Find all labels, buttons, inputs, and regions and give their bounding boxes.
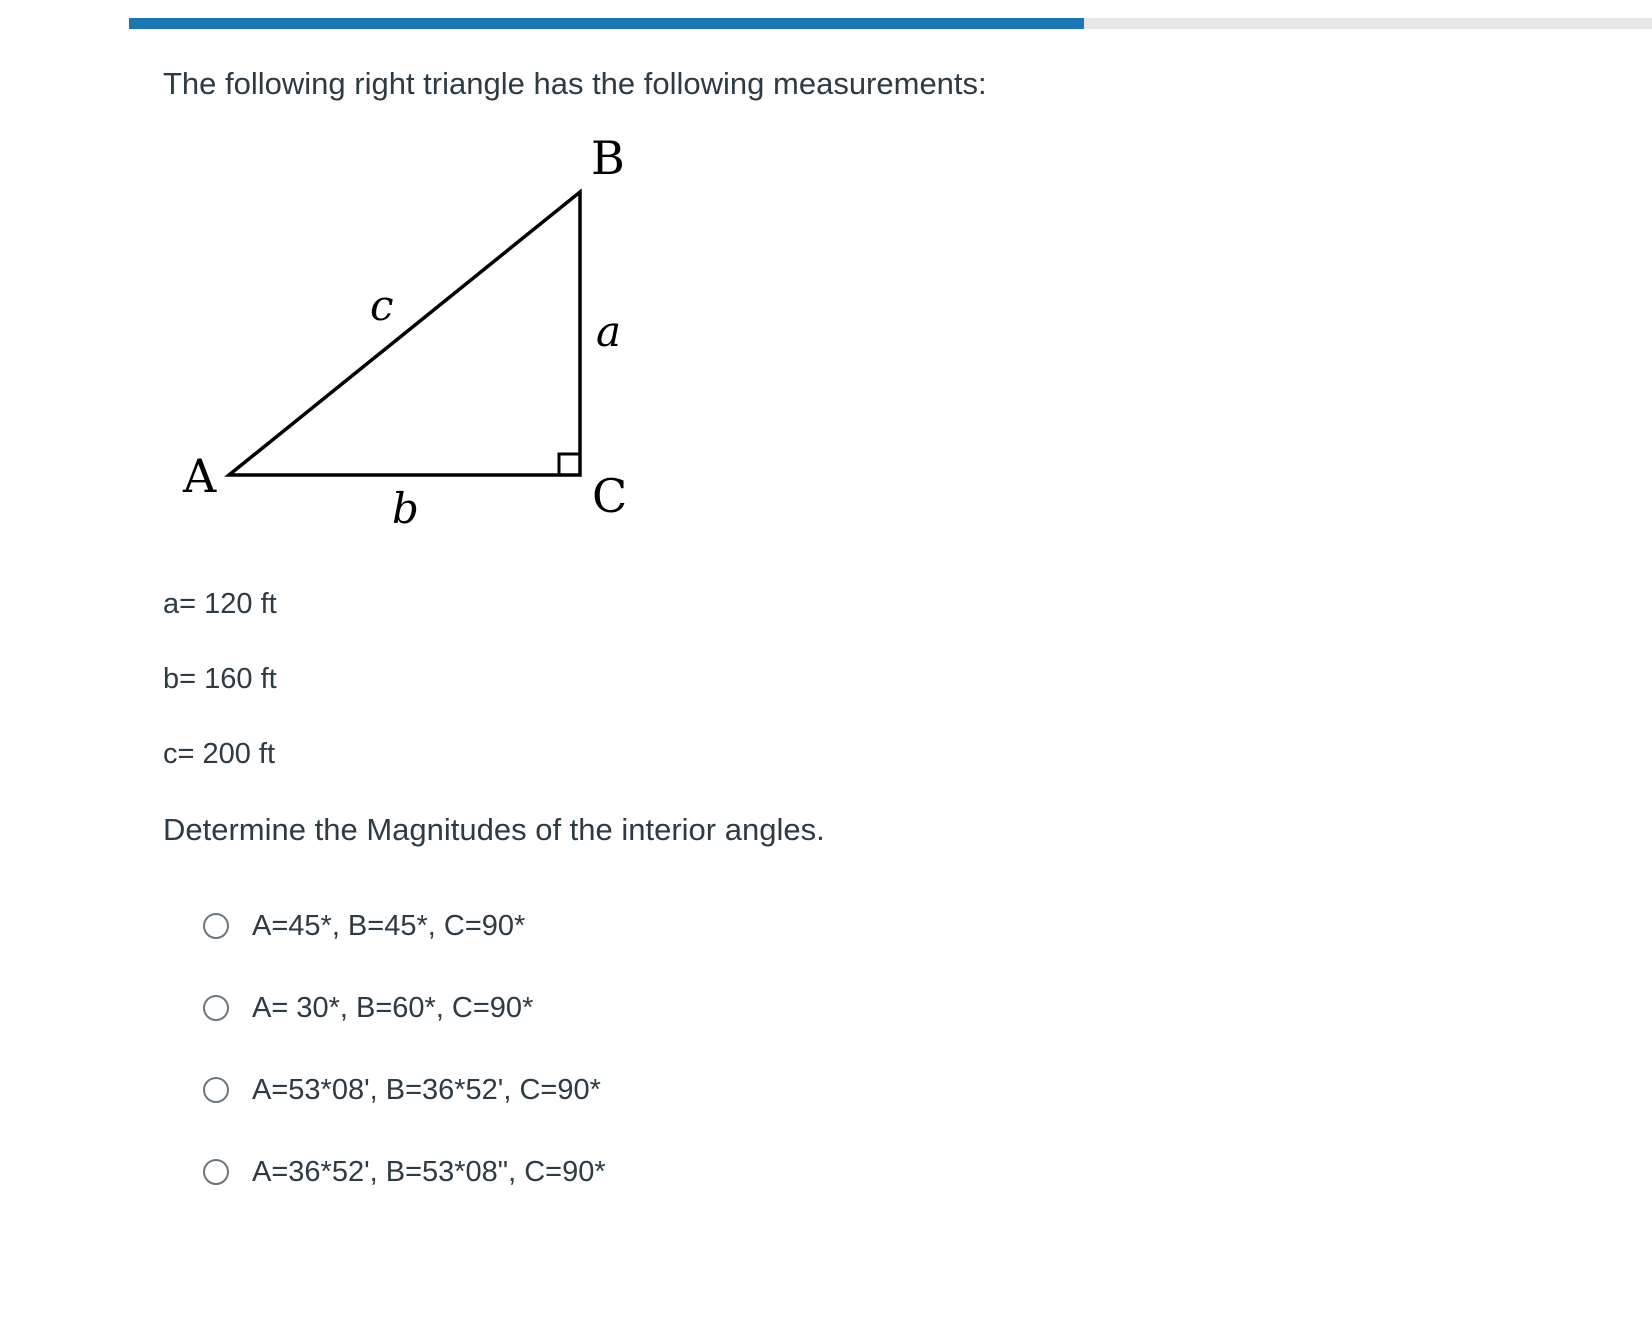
radio-button-icon[interactable] xyxy=(203,1159,229,1185)
measurement-c: c= 200 ft xyxy=(163,738,276,770)
triangle-outline xyxy=(229,192,580,475)
progress-bar-fill xyxy=(129,18,1084,29)
side-label-c: c xyxy=(370,281,394,330)
triangle-svg xyxy=(163,130,683,550)
answer-option-4[interactable] xyxy=(203,1152,606,1192)
answer-label: A=36*52', B=53*08", C=90* xyxy=(252,1156,606,1188)
question-prompt: Determine the Magnitudes of the interior angles. xyxy=(163,812,825,847)
vertex-label-a: A xyxy=(183,449,217,503)
answer-option-2[interactable] xyxy=(203,988,533,1028)
answer-option-3[interactable] xyxy=(203,1070,601,1110)
radio-button-icon[interactable] xyxy=(203,995,229,1021)
vertex-label-b: B xyxy=(591,131,625,185)
answer-option-1[interactable] xyxy=(203,906,525,946)
radio-button-icon[interactable] xyxy=(203,1077,229,1103)
right-angle-marker xyxy=(559,454,580,475)
measurement-a: a= 120 ft xyxy=(163,588,277,620)
side-label-a: a xyxy=(596,307,622,356)
radio-button-icon[interactable] xyxy=(203,913,229,939)
measurement-b: b= 160 ft xyxy=(163,663,277,695)
question-intro: The following right triangle has the following measurements: xyxy=(163,66,987,101)
side-label-b: b xyxy=(392,484,419,533)
right-triangle-figure xyxy=(163,130,683,550)
progress-bar xyxy=(129,18,1652,29)
answer-label: A=53*08', B=36*52', C=90* xyxy=(252,1074,601,1106)
answer-label: A=45*, B=45*, C=90* xyxy=(252,910,526,942)
answer-label: A= 30*, B=60*, C=90* xyxy=(252,992,534,1024)
vertex-label-c: C xyxy=(592,469,628,523)
